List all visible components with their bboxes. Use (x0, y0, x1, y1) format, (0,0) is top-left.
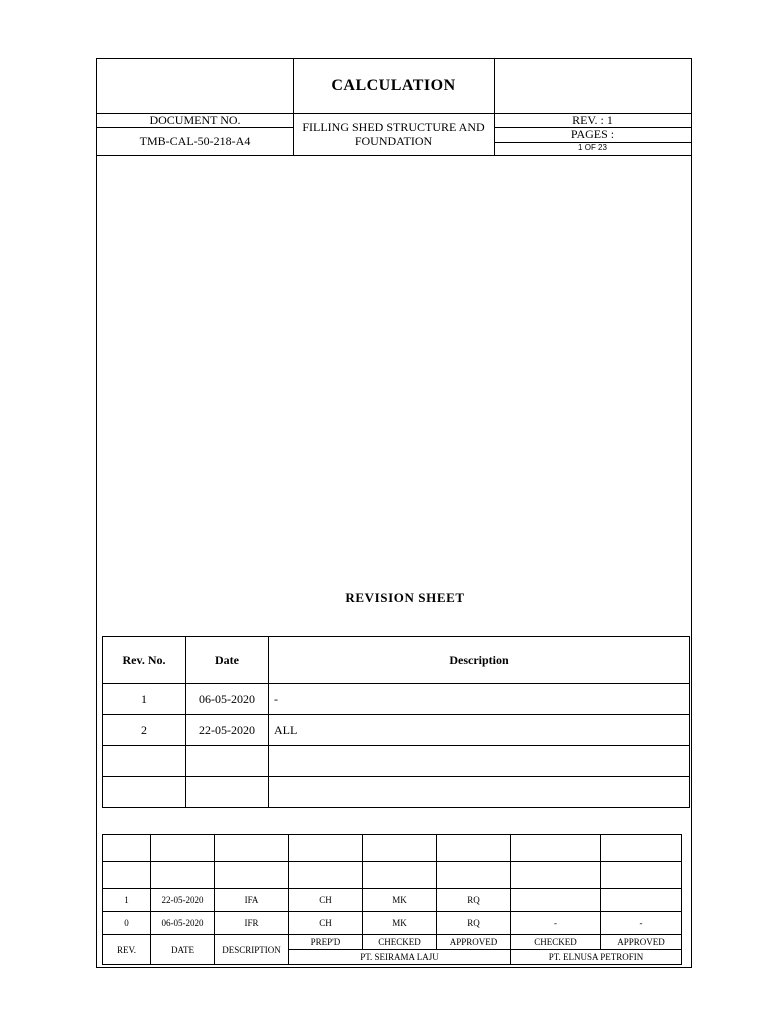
checked-cell: MK (363, 889, 437, 912)
subject-line1: FILLING SHED STRUCTURE AND (302, 120, 485, 134)
rev-cell: 2 (103, 715, 186, 746)
table-row (103, 835, 682, 862)
revision-table (102, 636, 690, 808)
approved2-label: APPROVED (601, 935, 682, 950)
description-cell (269, 777, 690, 808)
table-label-row (103, 935, 682, 950)
date-cell: 22-05-2020 (151, 889, 215, 912)
date-cell: 06-05-2020 (186, 684, 269, 715)
description-cell: IFA (215, 889, 289, 912)
approved2-cell (601, 889, 682, 912)
approved2-cell: - (601, 912, 682, 935)
prepared-label: PREP'D (289, 935, 363, 950)
rev-cell: 1 (103, 684, 186, 715)
header-divider (97, 155, 691, 156)
rev-cell: 0 (103, 912, 151, 935)
approved-cell: RQ (437, 889, 511, 912)
revision-number: REV. : 1 (572, 113, 613, 127)
checked2-cell: - (511, 912, 601, 935)
approved-cell: RQ (437, 912, 511, 935)
prepared-cell: CH (289, 912, 363, 935)
pages-label: PAGES : (570, 127, 615, 141)
table-row (103, 715, 690, 746)
date-cell: 06-05-2020 (151, 912, 215, 935)
rev-cell (103, 746, 186, 777)
rev-cell: 1 (103, 889, 151, 912)
table-row (103, 889, 682, 912)
rev-label: REV. (103, 935, 151, 965)
prepared-cell: CH (289, 889, 363, 912)
checked-cell: MK (363, 912, 437, 935)
table-header-row (103, 637, 690, 684)
approval-table (102, 834, 682, 965)
description-cell: - (269, 684, 690, 715)
revision-sheet-title: REVISION SHEET (345, 590, 465, 605)
approved-label: APPROVED (437, 935, 511, 950)
description-cell: ALL (269, 715, 690, 746)
description-cell: IFR (215, 912, 289, 935)
table-row (103, 912, 682, 935)
column-header: Description (269, 637, 690, 684)
checked2-cell (511, 889, 601, 912)
column-header: Rev. No. (103, 637, 186, 684)
document-no: TMB-CAL-50-218-A4 (139, 134, 251, 148)
table-row (103, 746, 690, 777)
document-frame (96, 58, 692, 968)
column-header: Date (186, 637, 269, 684)
company-2: PT. ELNUSA PETROFIN (511, 950, 682, 965)
date-cell (186, 746, 269, 777)
date-cell (186, 777, 269, 808)
date-label: DATE (151, 935, 215, 965)
company-1: PT. SEIRAMA LAJU (289, 950, 511, 965)
page-title: CALCULATION (331, 77, 456, 94)
table-row (103, 684, 690, 715)
rev-cell (103, 777, 186, 808)
page-count: 1 OF 23 (578, 143, 607, 152)
document-no-label: DOCUMENT NO. (149, 113, 241, 127)
checked2-label: CHECKED (511, 935, 601, 950)
table-row (103, 862, 682, 889)
table-row (103, 777, 690, 808)
date-cell: 22-05-2020 (186, 715, 269, 746)
subject-line2: FOUNDATION (354, 134, 433, 148)
description-cell (269, 746, 690, 777)
description-label: DESCRIPTION (215, 935, 289, 965)
checked-label: CHECKED (363, 935, 437, 950)
